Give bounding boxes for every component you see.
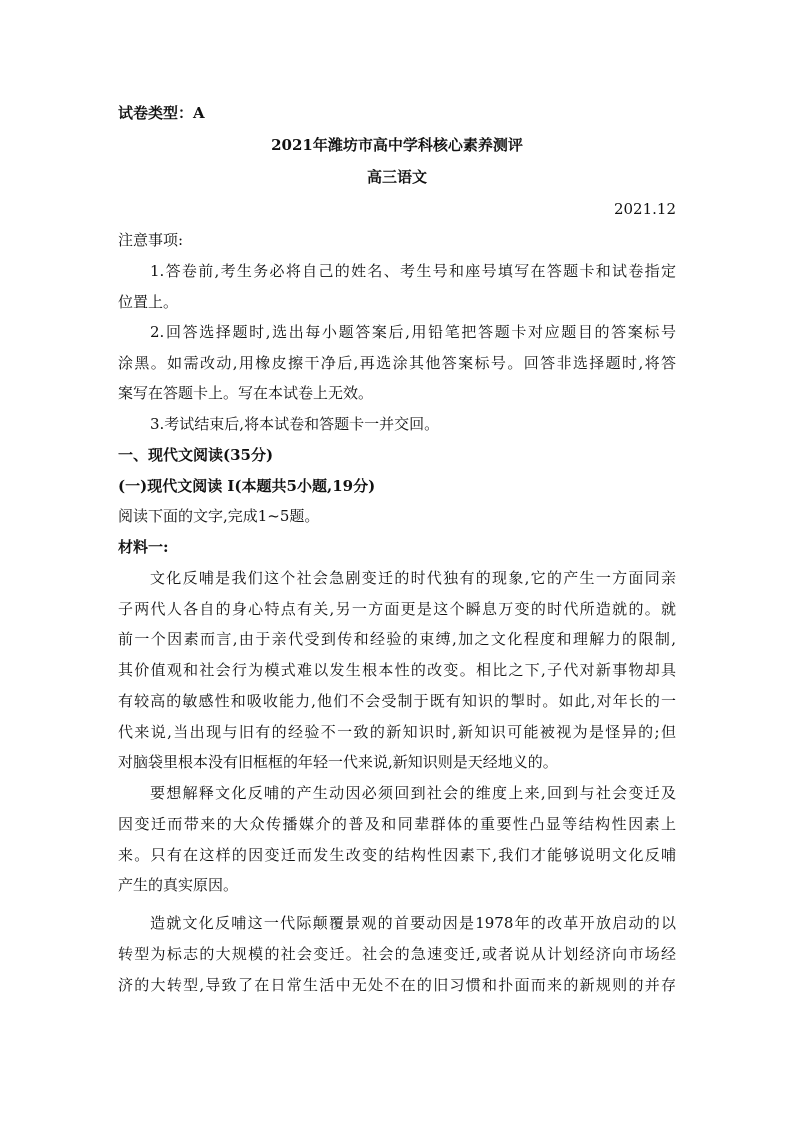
material-label: 材料一: [118,538,169,556]
passage-p1-line-1: 文化反哺是我们这个社会急剧变迁的时代独有的现象,它的产生一方面同亲 [150,569,676,587]
passage-p2-line-1: 要想解释文化反哺的产生动因必须回到社会的维度上来,回到与社会变迁及 [150,784,676,802]
passage-p3-line-2: 转型为标志的大规模的社会变迁。社会的急速变迁,或者说从计划经济向市场经 [118,945,676,963]
section-subheading: (一)现代文阅读 Ⅰ(本题共5小题,19分) [118,477,376,495]
notice-item-2-line-3: 案写在答题卡上。写在本试卷上无效。 [118,384,374,402]
passage-p1-line-3: 前一个因素而言,由于亲代受到传和经验的束缚,加之文化程度和理解力的限制, [118,630,676,648]
notice-item-2-line-1: 2.回答选择题时,选出每小题答案后,用铅笔把答题卡对应题目的答案标号 [150,323,676,341]
passage-p3-line-1: 造就文化反哺这一代际颠覆景观的首要动因是1978年的改革开放启动的以 [150,914,676,932]
exam-title: 2021年潍坊市高中学科核心素养测评 [271,136,523,154]
passage-p2-line-2: 因变迁而带来的大众传播媒介的普及和同辈群体的重要性凸显等结构性因素上 [118,815,676,833]
passage-p2-line-4: 产生的真实原因。 [118,876,239,894]
passage-p1-line-7: 对脑袋里根本没有旧框框的年轻一代来说,新知识则是天经地义的。 [118,753,558,771]
notice-item-1-line-2: 位置上。 [118,293,179,311]
section-instruction: 阅读下面的文字,完成1~5题。 [118,507,320,525]
passage-p1-line-5: 有较高的敏感性和吸收能力,他们不会受制于既有知识的掣时。如此,对年长的一 [118,692,676,710]
passage-p1-line-6: 代来说,当出现与旧有的经验不一致的新知识时,新知识可能被视为是怪异的;但 [118,723,676,741]
passage-p2-line-3: 来。只有在这样的因变迁而发生改变的结构性因素下,我们才能够说明文化反哺 [118,846,676,864]
paper-type-label: 试卷类型：A [118,104,205,122]
notice-heading: 注意事项: [118,231,184,249]
passage-p3-line-3: 济的大转型,导致了在日常生活中无处不在的旧习惯和扑面而来的新规则的并存 [118,976,676,994]
passage-p1-line-2: 子两代人各自的身心特点有关,另一方面更是这个瞬息万变的时代所造就的。就 [118,600,676,618]
notice-item-3-line-1: 3.考试结束后,将本试卷和答题卡一并交回。 [150,415,440,433]
notice-item-1-line-1: 1.答卷前,考生务必将自己的姓名、考生号和座号填写在答题卡和试卷指定 [150,262,676,280]
passage-p1-line-4: 其价值观和社会行为模式难以发生根本性的改变。相比之下,子代对新事物却具 [118,661,676,679]
exam-date: 2021.12 [613,200,676,218]
section-heading: 一、现代文阅读(35分) [118,446,274,464]
notice-item-2-line-2: 涂黑。如需改动,用橡皮擦干净后,再选涂其他答案标号。回答非选择题时,将答 [118,354,676,372]
exam-subject: 高三语文 [366,168,427,186]
